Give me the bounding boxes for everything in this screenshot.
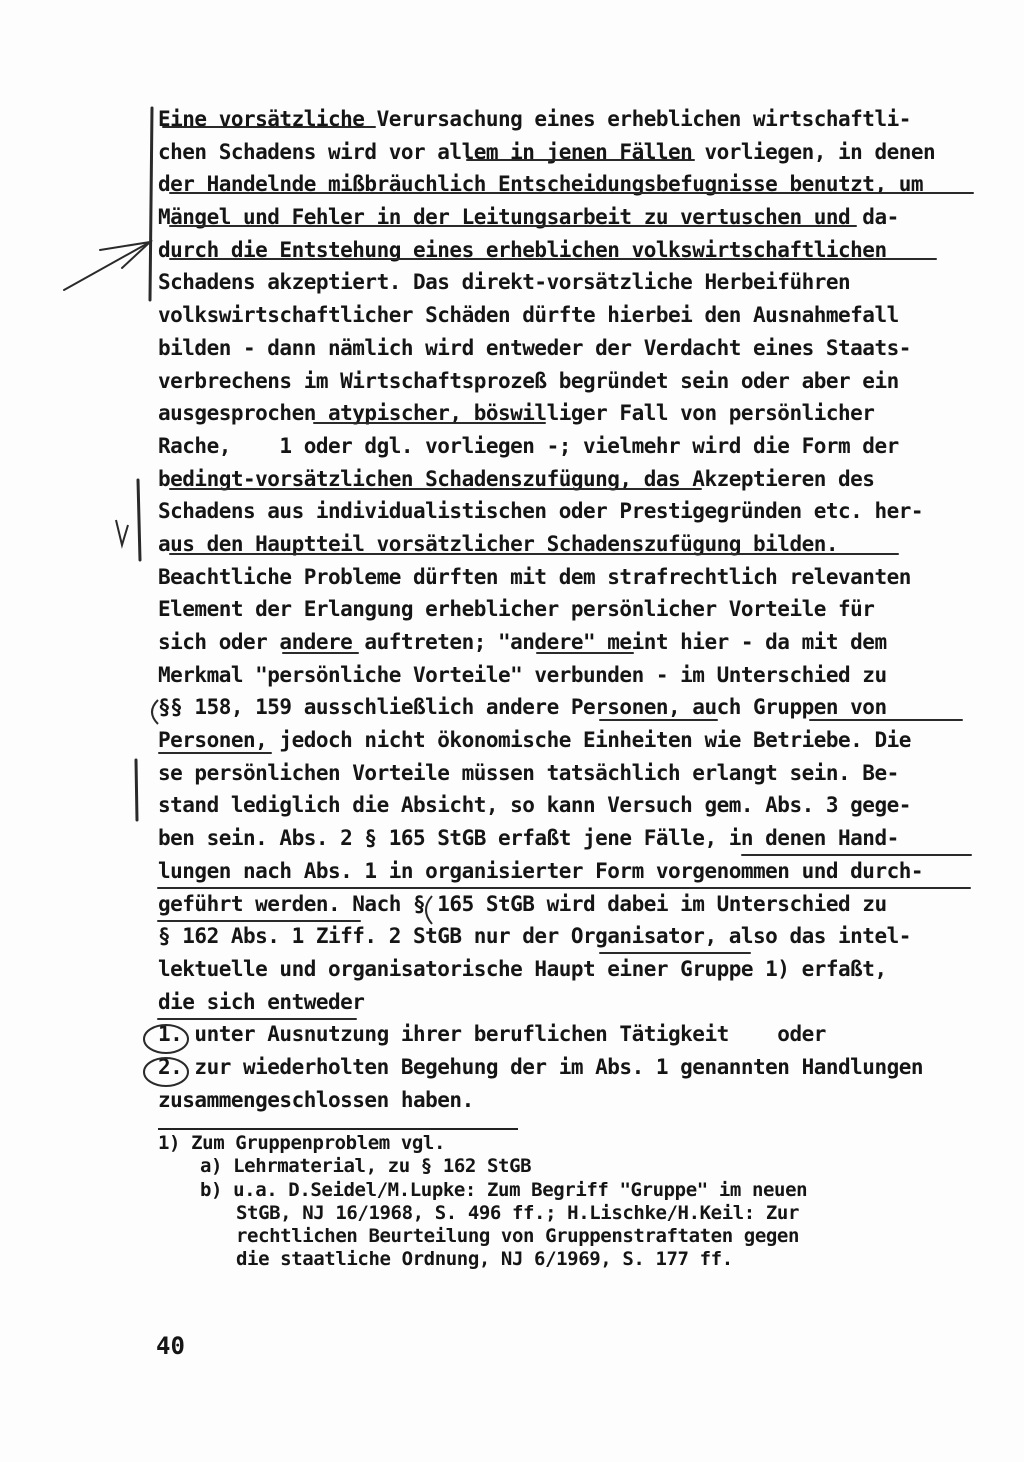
text-line: Mängel und Fehler in der Leitungsarbeit zu vertuschen und da- (158, 205, 899, 230)
arrow-annotation-icon (64, 242, 150, 290)
check-mark-icon (116, 520, 128, 545)
text-line: volkswirtschaftlicher Schäden dürfte hierbei den Ausnahmefall (158, 303, 899, 328)
text-line: se persönlichen Vorteile müssen tatsächlich erlangt sein. Be- (158, 760, 899, 785)
list-item: 2. zur wiederholten Begehung der im Abs. 1 genannten Handlungen (158, 1054, 924, 1079)
footnote-line: b) u.a. D.Seidel/M.Lupke: Zum Begriff "Gruppe" im neuen (200, 1178, 808, 1201)
text-line: Merkmal "persönliche Vorteile" verbunden - im Unterschied zu (158, 662, 887, 687)
text-line: geführt werden. Nach § 165 StGB wird dabei im Unterschied zu (158, 891, 887, 916)
text-line: durch die Entstehung eines erheblichen volkswirtschaftlichen (158, 237, 887, 262)
text-line: aus den Hauptteil vorsätzlicher Schadenszufügung bilden. (158, 531, 839, 556)
text-line: Schadens akzeptiert. Das direkt-vorsätzliche Herbeiführen (158, 270, 851, 295)
text-line: Personen, jedoch nicht ökonomische Einheiten wie Betriebe. Die (158, 728, 911, 753)
text-line: die sich entweder (158, 989, 365, 1014)
text-line: zusammengeschlossen haben. (158, 1087, 474, 1112)
text-line: bedingt-vorsätzlichen Schadenszufügung, das Akzeptieren des (158, 466, 875, 491)
text-line: Schadens aus individualistischen oder Prestigegründen etc. her- (158, 499, 924, 524)
text-line: lektuelle und organisatorische Haupt einer Gruppe 1) erfaßt, (158, 956, 887, 981)
text-line: sich oder andere auftreten; "andere" meint hier - da mit dem (158, 630, 887, 654)
text-line: bilden - dann nämlich wird entweder der Verdacht eines Staats- (158, 335, 911, 360)
text-line: Beachtliche Probleme dürften mit dem strafrechtlich relevanten (158, 564, 911, 589)
text-line: verbrechens im Wirtschaftsprozeß begründet sein oder aber ein (158, 368, 899, 393)
footnote-line: die staatliche Ordnung, NJ 6/1969, S. 177 ff. (236, 1248, 733, 1271)
text-line: chen Schadens wird vor allem in jenen Fällen vorliegen, in denen (158, 139, 936, 164)
page-number: 40 (156, 1332, 185, 1360)
text-line: lungen nach Abs. 1 in organisierter Form vorgenommen und durch- (158, 858, 924, 883)
text-line: Element der Erlangung erheblicher persönlicher Vorteile für (158, 597, 875, 622)
text-line: stand lediglich die Absicht, so kann Versuch gem. Abs. 3 gege- (158, 793, 911, 818)
footnote-divider (158, 1128, 518, 1130)
text-line: § 162 Abs. 1 Ziff. 2 StGB nur der Organisator, also das intel- (158, 924, 911, 949)
footnote-line: a) Lehrmaterial, zu § 162 StGB (200, 1155, 532, 1178)
text-line: §§ 158, 159 ausschließlich andere Personen, auch Gruppen von (158, 695, 887, 720)
footnote-line: rechtlichen Beurteilung von Gruppenstraftaten gegen (236, 1225, 799, 1248)
footnotes (158, 1132, 958, 1272)
list-item: 1. unter Ausnutzung ihrer beruflichen Tätigkeit oder (158, 1022, 826, 1047)
footnote-line: 1) Zum Gruppenproblem vgl. (158, 1132, 446, 1154)
text-line: Eine vorsätzliche Verursachung eines erheblichen wirtschaftli- (158, 107, 911, 131)
text-line: ben sein. Abs. 2 § 165 StGB erfaßt jene Fälle, in denen Hand- (158, 826, 899, 851)
text-line: der Handelnde mißbräuchlich Entscheidungsbefugnisse benutzt, um (158, 172, 924, 197)
text-line: Rache, 1 oder dgl. vorliegen -; vielmehr wird die Form der (158, 433, 899, 458)
body-text (158, 103, 1018, 1116)
margin-bar-icon (136, 108, 152, 820)
text-line: ausgesprochen atypischer, böswilliger Fall von persönlicher (158, 401, 875, 426)
footnote-line: StGB, NJ 16/1968, S. 496 ff.; H.Lischke/H.Keil: Zur (236, 1201, 799, 1224)
